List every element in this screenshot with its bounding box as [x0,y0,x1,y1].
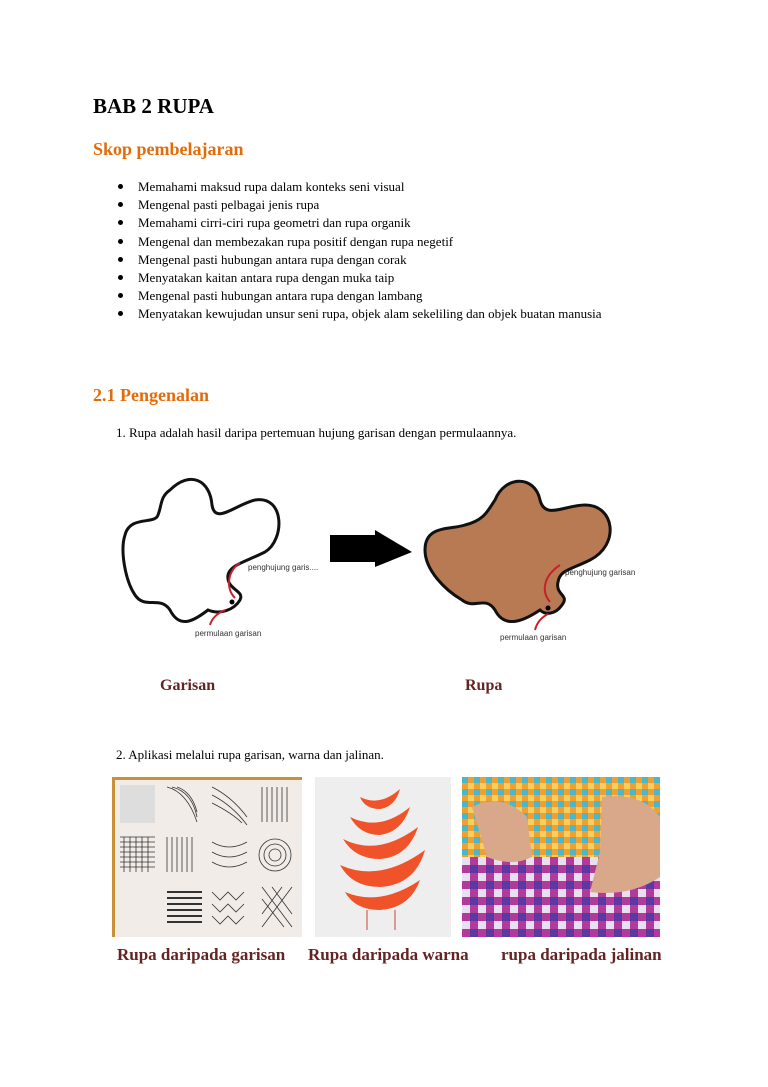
point-1: 1. Rupa adalah hasil daripa pertemuan hujung garisan dengan permulaannya. [116,425,517,440]
caption-line-shape: Rupa daripada garisan [117,945,286,964]
caption-texture-shape: rupa daripada jalinan [501,945,662,964]
list-item: Mengenal dan membezakan rupa positif dengan rupa negetif [118,233,658,251]
line-shape [123,479,279,621]
chapter-title: BAB 2 RUPA [93,94,214,118]
line-to-shape-figure [100,470,670,650]
caption-garisan: Garisan [160,677,216,694]
list-item: Memahami cirri-ciri rupa geometri dan rupa organik [118,214,658,232]
start-label-right: permulaan garisan [500,633,567,642]
end-label-right: penghujung garisan [565,568,636,577]
list-item: Mengenal pasti hubungan antara rupa dengan corak [118,251,658,269]
scope-heading: Skop pembelajaran [93,139,244,159]
list-item: Mengenal pasti pelbagai jenis rupa [118,196,658,214]
start-label-left: permulaan garisan [195,629,262,638]
intro-heading: 2.1 Pengenalan [93,385,210,405]
color-bird-image [315,777,451,937]
filled-shape [425,481,610,621]
point-2: 2. Aplikasi melalui rupa garisan, warna dan jalinan. [116,747,384,762]
caption-color-shape: Rupa daripada warna [308,945,469,964]
weaving-texture-image [462,777,660,937]
scope-list [118,178,658,324]
list-item: Mengenal pasti hubungan antara rupa dengan lambang [118,287,658,305]
list-item: Menyatakan kewujudan unsur seni rupa, objek alam sekeliling dan objek buatan manusia [118,305,658,323]
arrow-icon [330,530,412,567]
caption-rupa: Rupa [465,677,503,694]
end-label-left: penghujung garis.... [248,563,319,572]
line-texture-image [112,777,302,937]
list-item: Menyatakan kaitan antara rupa dengan muka taip [118,269,658,287]
list-item: Memahami maksud rupa dalam konteks seni visual [118,178,658,196]
